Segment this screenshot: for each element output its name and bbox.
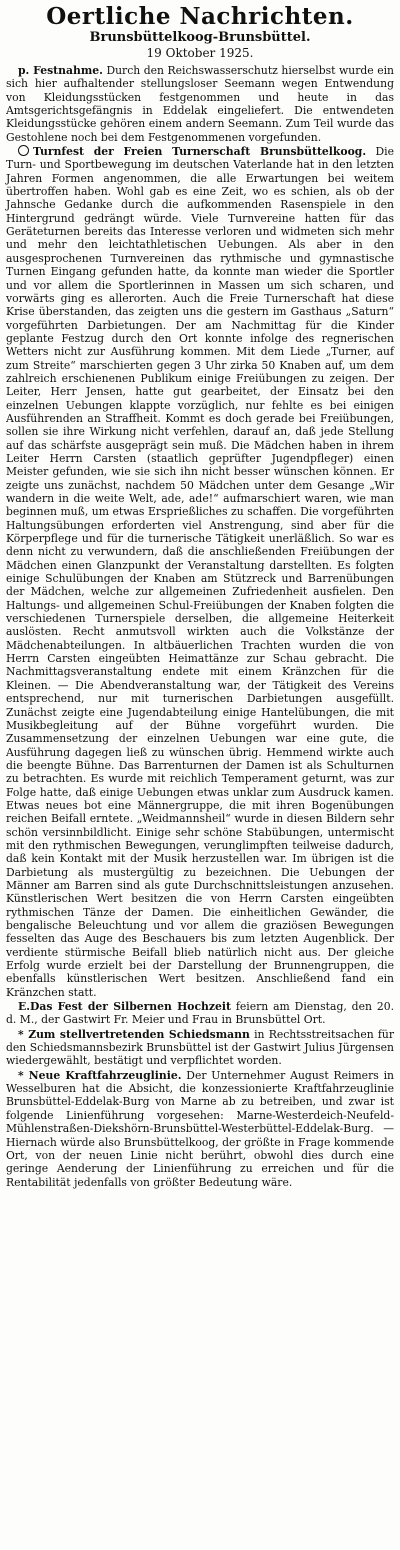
article-turnfest: [6, 145, 394, 999]
article-body: Durch den Reichswasserschutz hierselbst wurde ein sich hier aufhaltender stellungsloser Seemann wegen Entwendung von Kleidungsstücken festgenommen und heute in das Amtsgerichtsgefängnis in Eddelak eingeliefert. Die entwendeten Kleidungsstücke gehören einem andern Seemann. Zum Teil wurde das Gestohlene noch bei dem Festgenommenen vorgefunden.: [6, 64, 394, 144]
article-body: Der Unternehmer August Reimers in Wesselburen hat die Absicht, die konzessionierte Kraftfahrzeuglinie Brunsbüttel-Eddelak-Burg von Marne ab zu betreiben, und zwar ist folgende Linienführung vorgesehen: Marne-Westerdeich-Neufeld-Mühlenstraßen-Diekshörn-Brunsbüttel-Westerbüttel-Eddelak-Burg. — Hiernach würde also Brunsbüttelkoog, der größte in Frage kommende Ort, von der neuen Linie nicht berührt, obwohl dies durch eine geringe Aenderung der Linienführung zu erreichen und für die Rentabilität jedenfalls von größter Bedeutung wäre.: [6, 1068, 394, 1189]
article-heading: E.Das Fest der Silbernen Hochzeit: [18, 1000, 231, 1014]
article-schiedsmann: [6, 1028, 394, 1068]
article-body: feiern am Dienstag, den 20. d. M., der Gastwirt Fr. Meier und Frau in Brunsbüttel Ort.: [6, 1000, 394, 1027]
section-subtitle: Brunsbüttelkoog-Brunsbüttel.: [89, 30, 311, 45]
article-body: Die Turn- und Sportbewegung im deutschen Vaterlande hat in den letzten Jahren Formen angenommen, die alle Erwartungen bei weitem übertroffen haben. Wohl gab es eine Zeit, wo es schien, als ob der Jahnsche Gedanke durch die aufkommenden Rasenspiele in den Hintergrund gedrängt würde. Viele Turnvereine hatten für das Geräteturnen bereits das Interesse verloren und widmeten sich mehr und mehr den leichtathletischen Uebungen. Als aber in den ausgesprochenen Turnvereinen das rythmische und gymnastische Turnen Eingang gefunden hatte, da konnte man wieder die Sportler und vor allem die Sportlerinnen in Massen um sich scharen, und vorwärts ging es allerorten. Auch die Freie Turnerschaft hat diese Krise überstanden, das zeigten uns die gestern im Gasthaus „Saturn“ vorgeführten Darbietungen. Der am Nachmittag für die Kinder geplante Festzug durch den Ort konnte infolge des regnerischen Wetters nicht zur Ausführung kommen. Mit dem Liede „Turner, auf zum Streite“ marschierten gegen 3 Uhr zirka 50 Knaben auf, um dem zahlreich erschienenen Publikum einige Freiübungen zu zeigen. Der Leiter, Herr Jensen, hatte gut gearbeitet, der Einsatz bei den einzelnen Uebungen klappte vorzüglich, nur fehlte es bei einigen Ausführenden an Straffheit. Kommt es doch gerade bei Freiübungen, sollen sie ihre Wirkung nicht verfehlen, darauf an, daß jede Stellung auf das schärfste ausgeprägt sein muß. Die Mädchen haben in ihrem Leiter Herrn Carsten (staatlich geprüfter Jugendpfleger) einen Meister gefunden, wie sie sich ihn nicht besser wünschen können. Er zeigte uns zunächst, nachdem 50 Mädchen unter dem Gesange „Wir wandern in die weite Welt, ade, ade!“ aufmarschiert waren, wie man beginnen muß, um etwas Ersprießliches zu schaffen. Die vorgeführten Haltungsübungen erforderten viel Anstrengung, sind aber für die Körperpflege und für die turnerische Tätigkeit unerläßlich. So war es denn nicht zu verwundern, daß die anschließenden Freiübungen der Mädchen einen Glanzpunkt der Veranstaltung darstellten. Es folgten einige Schulübungen der Knaben am Stützreck und Barrenübungen der Mädchen, welche zur allgemeinen Zufriedenheit ausfielen. Den Haltungs- und allgemeinen Schul-Freiübungen der Knaben folgten die verschiedenen Turnerspiele derselben, die allgemeine Heiterkeit auslösten. Recht anmutsvoll wirkten auch die Volkstänze der Mädchenabteilungen. In altbäuerlichen Trachten wurden die von Herrn Carsten eingeübten Heimattänze zur Schau gebracht. Die Nachmittagsveranstaltung endete mit einem Kränzchen für die Kleinen. — Die Abendveranstaltung war, der Tätigkeit des Vereins entsprechend, nur mit turnerischen Darbietungen ausgefüllt. Zunächst zeigte eine Jugendabteilung einige Hantelübungen, die mit Musikbegleitung auf der Bühne vorgeführt wurden. Die Zusammensetzung der einzelnen Uebungen war eine gute, die Ausführung dagegen ließ zu wünschen übrig. Hemmend wirkte auch die beengte Bühne. Das Barrenturnen der Damen ist als Schulturnen zu betrachten. Es wurde mit reichlich Temperament geturnt, was zur Folge hatte, daß einige Uebungen etwas unklar zum Ausdruck kamen. Etwas neues bot eine Männergruppe, die mit ihren Bogenübungen reichen Beifall erntete. „Weidmannsheil“ wurde in diesen Bildern sehr schön versinnbildlicht. Einige sehr schöne Stabübungen, untermischt mit den rythmischen Bewegungen, verunglimpften teilweise dadurch, daß kein Kontakt mit der Musik herzustellen war. Im übrigen ist die Darbietung als mustergültig zu bezeichnen. Die Uebungen der Männer am Barren sind als gute Durchschnittsleistungen anzusehen. Künstlerischen Wert besitzen die von Herrn Carsten eingeübten rythmischen Tänze der Damen. Die einheitlichen Gewänder, die bengalische Beleuchtung und vor allem die graziösen Bewegungen fesselten das Auge des Beschauers bis zum letzten Augenblick. Der verdiente stürmische Beifall blieb natürlich nicht aus. Der gleiche Erfolg wurde erzielt bei der Darstellung der Brunnengruppen, die ebenfalls künstlerischen Wert besitzen. Anschließend fand ein Kränzchen statt.: [6, 145, 394, 999]
article-festnahme: [6, 64, 394, 144]
article-body: in Rechtsstreitsachen für den Schiedsmannsbezirk Brunsbüttel ist der Gastwirt Julius Jürgensen wiedergewählt, bestätigt und verpflichtet worden.: [6, 1027, 394, 1068]
article-silberne-hochzeit: [6, 1000, 394, 1027]
article-heading: * Neue Kraftfahrzeuglinie.: [18, 1068, 182, 1082]
circle-marker-icon: [18, 145, 29, 156]
article-heading: Turnfest der Freien Turnerschaft Brunsbüttelkoog.: [33, 145, 367, 159]
article-heading: * Zum stellvertretenden Schiedsmann: [18, 1027, 250, 1041]
article-kraftfahrzeuglinie: [6, 1069, 394, 1189]
page-title: Oertliche Nachrichten.: [46, 3, 354, 30]
dateline: 19 Oktober 1925.: [146, 46, 254, 60]
article-heading: p. Festnahme.: [18, 64, 103, 77]
